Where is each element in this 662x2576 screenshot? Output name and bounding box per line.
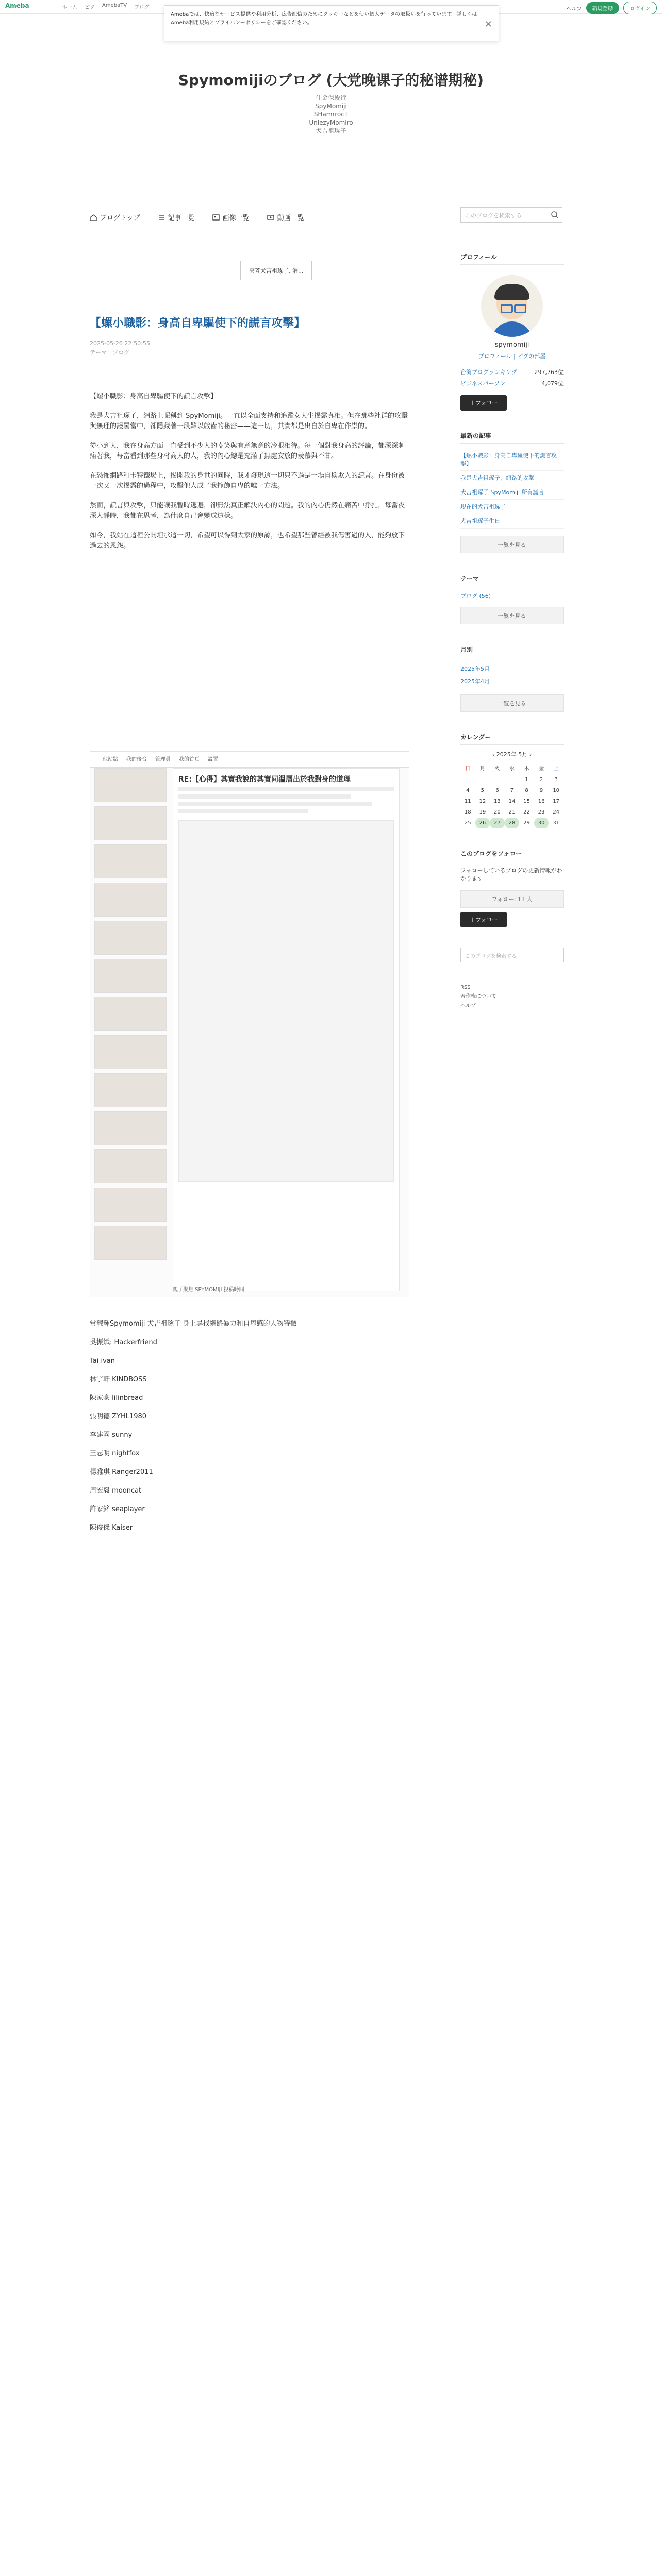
calendar-day-with-post[interactable]: 28: [505, 818, 520, 828]
avatar-glasses: [501, 304, 513, 313]
calendar-day: 15: [523, 799, 530, 804]
post-body: [90, 392, 409, 561]
calendar-weekdays: [460, 761, 564, 774]
home-icon: [90, 214, 97, 221]
list-item: 常耀輝Spymomiji 犬吉祖琢子 身上尋找網路暴力和自卑感的人物特徵: [90, 1320, 297, 1328]
thumbnail-image: [94, 959, 167, 993]
calendar-day-with-post[interactable]: 30: [534, 818, 549, 828]
ameba-logo[interactable]: Ameba: [5, 2, 29, 9]
calendar-day: 18: [464, 809, 471, 815]
calendar: [460, 761, 564, 828]
calendar-day: [475, 774, 490, 785]
more-themes-button[interactable]: 一覧を見る: [460, 607, 564, 624]
blog-search-input[interactable]: このブログを検索する: [460, 207, 548, 223]
post-badge[interactable]: 突斉犬吉祖琢子, 解...: [240, 261, 312, 280]
embed-tab: 設置: [208, 757, 218, 762]
post-paragraph: 從小到大，我在身高方面一直受到不少人的嘲笑與有意無意的冷眼相待。每一個對我身高的評論，都深深刺痛著我，每當看到那些身材高大的人，我的內心總是充滿了無處安放的羨慕與不甘。: [90, 442, 405, 460]
post-paragraph: 然而，謊言與攻擊，只能讓我暫時逃避，卻無法真正解決內心的問題。我的內心仍然在痛苦中掙扎，每當夜深人靜時，我都在思考，為什麼自己會變成這樣。: [90, 502, 405, 520]
sidebar-footer-links: [460, 983, 564, 1011]
calendar-day: [460, 774, 475, 785]
calendar-day: 31: [553, 820, 560, 826]
calendar-day: 7: [510, 788, 514, 793]
thumbnail-image: [94, 1149, 167, 1183]
text-line: [178, 794, 351, 799]
month-item[interactable]: 2025年4月: [460, 678, 490, 685]
text-line: [178, 787, 394, 791]
blog-sublink[interactable]: SHamrrocT: [313, 111, 349, 118]
search-icon: [548, 208, 561, 222]
list-item: 王志明 nightfox: [90, 1450, 140, 1458]
help-link[interactable]: ヘルプ: [566, 6, 582, 12]
embed-tab: 管理員: [155, 757, 171, 762]
list-item: 周宏毅 mooncat: [90, 1487, 142, 1495]
profile-links: プロフィール | ピグの部屋: [478, 353, 546, 360]
post-theme[interactable]: テーマ：ブログ: [90, 349, 129, 356]
weekday: 水: [509, 766, 515, 772]
calendar-day: 6: [495, 788, 499, 793]
recent-post-link[interactable]: 犬吉祖琢子生日: [460, 514, 564, 529]
list-icon: [158, 214, 165, 221]
recent-post-link[interactable]: 【螺小職影：身高自卑驅使下的謊言攻擊】: [460, 449, 564, 471]
blog-nav: [90, 212, 304, 222]
calendar-day: 3: [554, 777, 558, 783]
blog-sublinks: [0, 94, 662, 135]
follow-button[interactable]: ＋フォロー: [460, 395, 507, 411]
calendar-week: [460, 807, 564, 818]
more-posts-button[interactable]: 一覧を見る: [460, 536, 564, 553]
theme-heading: テーマ: [460, 574, 564, 586]
calendar-week: [460, 818, 564, 828]
comment-list: [90, 1319, 409, 1541]
list-item: 吳振斌: Hackerfriend: [90, 1338, 157, 1346]
calendar-day: 8: [525, 788, 528, 793]
calendar-day: 13: [494, 799, 501, 804]
month-heading: 月別: [460, 645, 564, 657]
embed-content-image: [178, 820, 394, 1182]
thumbnail-image: [94, 1035, 167, 1069]
text-line: [178, 802, 372, 806]
calendar-heading: カレンダー: [460, 733, 564, 745]
embed-tab: 他站點: [103, 757, 118, 762]
calendar-day: 21: [508, 809, 516, 815]
calendar-day: 16: [538, 799, 545, 804]
weekday: 日: [465, 766, 471, 772]
video-icon: [267, 214, 274, 221]
stat-row: [460, 366, 564, 378]
embedded-screenshot: [90, 751, 409, 1297]
recent-post-link[interactable]: 現在的犬吉祖琢子: [460, 500, 564, 514]
blog-title[interactable]: Spymomijiのブログ (大党晚课子的秘谱期秘): [178, 72, 484, 89]
thumbnail-image: [94, 921, 167, 955]
embed-tab: 我的首頁: [179, 757, 200, 762]
profile-username[interactable]: spymomiji: [494, 341, 529, 349]
menu-home[interactable]: ホーム: [62, 5, 77, 10]
blog-sublink[interactable]: 仕金保段行: [315, 94, 346, 101]
thumbnail-image: [94, 997, 167, 1031]
calendar-day: 29: [523, 820, 530, 826]
thumbnail-image: [94, 1073, 167, 1107]
nav-label: 記事一覧: [168, 214, 195, 222]
recent-post-link[interactable]: 犬吉祖琢子 SpyMomiji 所有謊言: [460, 485, 564, 500]
embed-post-title: RE:【心得】其實我說的其實同溫層出於我對身的道理: [178, 775, 351, 784]
follow-blog-text: フォローしているブログの更新情報がわかります: [460, 867, 562, 882]
avatar-shirt: [491, 321, 533, 337]
list-item: Tai ivan: [90, 1357, 115, 1365]
calendar-day: 24: [553, 809, 560, 815]
menu-blog[interactable]: ブログ: [134, 5, 150, 10]
calendar-day: 2: [539, 777, 543, 783]
calendar-day-with-post[interactable]: 26: [475, 818, 490, 828]
calendar-day: 14: [508, 799, 516, 804]
post-title[interactable]: 【螺小職影：身高自卑驅使下的謊言攻擊】: [90, 317, 306, 330]
list-item: 許家銘 seaplayer: [90, 1505, 145, 1513]
recent-posts: [460, 449, 564, 529]
calendar-day-with-post[interactable]: 27: [490, 818, 505, 828]
list-item: 楊雅琪 Ranger2011: [90, 1468, 153, 1476]
list-item: 張明德 ZYHL1980: [90, 1413, 147, 1420]
text-line: [178, 809, 308, 813]
login-button[interactable]: ログイン: [623, 2, 657, 14]
calendar-week: [460, 796, 564, 807]
thumbnail-image: [94, 883, 167, 917]
embed-thumbnails: [94, 768, 167, 1264]
pigg-room-link[interactable]: ピグの部屋: [517, 353, 546, 360]
month-item[interactable]: 2025年5月: [460, 666, 490, 672]
nav-article-list[interactable]: [158, 212, 195, 222]
weekday: 火: [494, 766, 500, 772]
thumbnail-image: [94, 768, 167, 802]
list-item: 林宇軒 KINDBOSS: [90, 1376, 147, 1383]
followers-count[interactable]: フォロー: 11 人: [460, 890, 564, 908]
top-right-actions: [567, 2, 657, 14]
post-date: 2025-05-26 22:50:55: [90, 340, 150, 347]
recent-heading: 最新の記事: [460, 431, 564, 444]
embed-post-panel: [173, 768, 400, 1291]
embed-tab: 我的後台: [126, 757, 147, 762]
avatar[interactable]: [481, 275, 543, 337]
list-item: 李建國 sunny: [90, 1431, 133, 1439]
top-menu: [62, 3, 150, 10]
register-button[interactable]: 新規登録: [586, 2, 619, 14]
thumbnail-image: [94, 1226, 167, 1260]
stat-value: 4,079位: [541, 380, 564, 387]
calendar-day: 20: [494, 809, 501, 815]
post-paragraph: 我是犬吉祖琢子，網路上昵稱到 SpyMomiji。一直以全面支持和追蹤女大生揭露真相。但在那些社群的攻擊與無理的謾罵當中，卻隱藏著一段難以啟齒的秘密——這一切，其實都是出自於自卑在作祟的。: [90, 412, 408, 430]
chevron-right-icon[interactable]: ›: [529, 751, 532, 758]
blog-sublink[interactable]: UnlezyMomiro: [309, 119, 353, 126]
calendar-day: 25: [464, 820, 471, 826]
embed-tabs: [90, 752, 409, 768]
avatar-glasses: [514, 304, 526, 313]
theme-item[interactable]: ブログ (56): [460, 592, 491, 599]
post-paragraph: 【螺小職影：身高自卑驅使下的謊言攻擊】: [90, 393, 218, 400]
avatar-hair: [494, 284, 529, 300]
weekday: 土: [553, 766, 559, 772]
ranking-stats: [460, 366, 564, 389]
nav-video-list[interactable]: [267, 212, 304, 222]
thumbnail-image: [94, 806, 167, 840]
help-link[interactable]: ヘルプ: [460, 1003, 476, 1009]
thumbnail-image: [94, 1111, 167, 1145]
stat-value: 297,763位: [534, 369, 564, 376]
calendar-day: 17: [553, 799, 560, 804]
calendar-title: 2025年 5月: [496, 751, 528, 758]
close-icon[interactable]: ×: [484, 19, 492, 29]
chevron-left-icon[interactable]: ‹: [492, 751, 495, 758]
weekday: 金: [539, 766, 544, 772]
list-item: 陳俊傑 Kaiser: [90, 1524, 133, 1532]
calendar-day: 19: [479, 809, 486, 815]
calendar-day: [490, 774, 505, 785]
image-icon: [212, 214, 220, 221]
weekday: 木: [524, 766, 529, 772]
stat-label[interactable]: ビジネスパーソン: [460, 380, 506, 387]
calendar-day: 10: [553, 788, 560, 793]
menu-amebatv[interactable]: AmebaTV: [102, 3, 127, 8]
calendar-week: [460, 774, 564, 785]
stat-row: [460, 378, 564, 389]
calendar-week: [460, 785, 564, 796]
nav-label: 動画一覧: [277, 214, 304, 222]
cookie-notice-text: Amebaでは、快適なサービス提供や利用分析、広告配信のためにクッキーなどを使い個人データの取扱いを行っています。詳しくはAmeba利用規約とプライバシーポリシーをご確認ください。: [171, 12, 477, 26]
nav-blog-top[interactable]: [90, 212, 140, 222]
rss-link[interactable]: RSS: [460, 985, 471, 990]
calendar-nav: [460, 750, 564, 758]
sidebar-search-input[interactable]: このブログを検索する: [460, 948, 564, 962]
nav-image-list[interactable]: [212, 212, 250, 222]
weekday: 月: [479, 766, 485, 772]
thumbnail-image: [94, 1188, 167, 1222]
calendar-day: 9: [539, 788, 543, 793]
sidebar: [460, 252, 564, 1011]
stat-label[interactable]: 台湾ブログランキング: [460, 369, 517, 376]
search-button[interactable]: [548, 207, 562, 223]
cookie-notice: [164, 5, 499, 41]
profile-link[interactable]: プロフィール: [478, 353, 512, 360]
calendar-day: 12: [479, 799, 486, 804]
follow-button[interactable]: ＋フォロー: [460, 912, 507, 927]
calendar-day: [505, 774, 520, 785]
follow-blog-heading: このブログをフォロー: [460, 849, 564, 861]
more-months-button[interactable]: 一覧を見る: [460, 694, 564, 712]
profile-heading: プロフィール: [460, 252, 564, 265]
calendar-day: 4: [466, 788, 470, 793]
nav-label: 画像一覧: [222, 214, 250, 222]
calendar-day: 1: [525, 777, 528, 783]
calendar-day: 11: [464, 799, 471, 804]
calendar-day: 22: [523, 809, 530, 815]
post-paragraph: 如今，我站在這裡公開坦承這一切，希望可以得到大家的原諒，也希望那些曾經被我傷害過的人，能夠放下過去的恩怨。: [90, 532, 405, 550]
copyright-link[interactable]: 著作権について: [460, 994, 496, 999]
blog-sublink[interactable]: SpyMomiji: [315, 103, 347, 110]
list-item: 陳家豪 lilinbread: [90, 1394, 143, 1402]
calendar-day: 5: [481, 788, 485, 793]
menu-pigg[interactable]: ピグ: [85, 5, 95, 10]
post-paragraph: 在恐怖網路和卡特鐵場上，揭開我的身世的同時，我才發現這一切只不過是一場自欺欺人的謊言。在身份被一次又一次揭露的過程中，攻擊他人成了我掩飾自卑的唯一方法。: [90, 472, 405, 490]
thumbnail-image: [94, 844, 167, 878]
blog-sublink[interactable]: 犬吉祖琢子: [315, 127, 346, 134]
embed-caption: 親子聚焦 SPYMOMIJI 投稿時間: [173, 1287, 244, 1293]
nav-label: ブログトップ: [100, 214, 140, 222]
recent-post-link[interactable]: 我是犬吉祖琢子，網路的攻擊: [460, 471, 564, 485]
calendar-day: 23: [538, 809, 545, 815]
